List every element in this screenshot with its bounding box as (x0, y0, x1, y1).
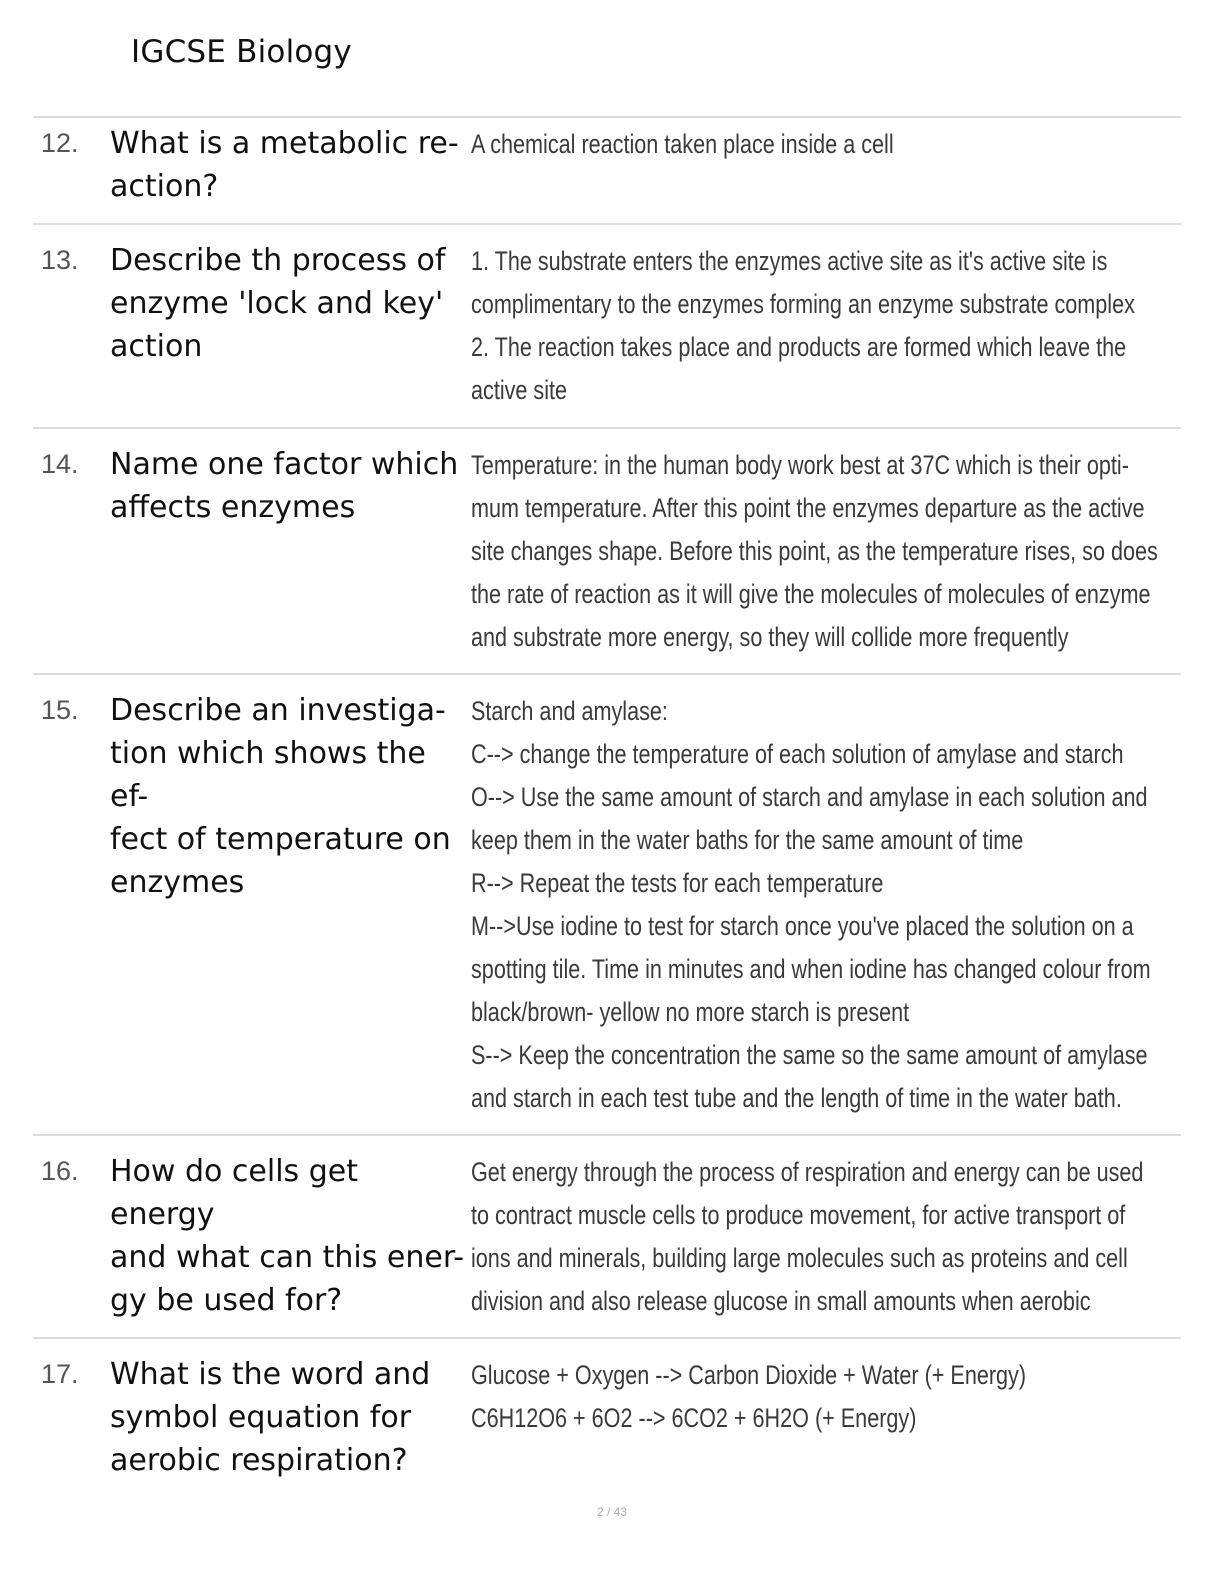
term-line: and what can this ener- (110, 1240, 465, 1275)
flashcard-row (33, 235, 1181, 425)
divider (33, 1134, 1181, 1136)
term-line: action (110, 329, 203, 364)
definition-line: 1. The substrate enters the enzymes active site as it's active site is (471, 246, 1108, 276)
definition-line: R--> Repeat the tests for each temperature (471, 868, 884, 898)
card-number: 12. (41, 128, 79, 158)
definition-line: spotting tile. Time in minutes and when iodine has changed colour from (471, 954, 1151, 984)
definition-line: mum temperature. After this point the enzymes departure as the active (471, 493, 1145, 523)
term-line: symbol equation for (110, 1400, 412, 1435)
definition-line: division and also release glucose in small amounts when aerobic (471, 1286, 1091, 1316)
definition-line: O--> Use the same amount of starch and amylase in each solution and (471, 782, 1148, 812)
term-line: affects enzymes (110, 490, 356, 525)
definition-line: the rate of reaction as it will give the molecules of molecules of enzyme (471, 579, 1151, 609)
term-line: What is a metabolic re- (110, 126, 459, 161)
card-number: 14. (41, 449, 79, 479)
term-line: Name one factor which (110, 447, 459, 482)
term-line: enzyme 'lock and key' (110, 286, 444, 321)
card-term (110, 1353, 470, 1482)
card-term (110, 122, 470, 208)
flashcard-row (33, 1146, 1181, 1336)
card-definition (471, 1354, 1031, 1440)
definition-line: complimentary to the enzymes forming an enzyme substrate complex (471, 289, 1135, 319)
flashcard-row (33, 685, 1181, 1130)
definition-line: site changes shape. Before this point, as the temperature rises, so does (471, 536, 1158, 566)
card-number: 17. (41, 1359, 79, 1389)
divider (33, 1337, 1181, 1339)
definition-line: keep them in the water baths for the same amount of time (471, 825, 1024, 855)
divider (33, 673, 1181, 675)
divider (33, 427, 1181, 429)
definition-line: ions and minerals, building large molecules such as proteins and cell (471, 1243, 1128, 1273)
definition-line: A chemical reaction taken place inside a cell (471, 129, 894, 159)
divider (33, 223, 1181, 225)
page-number: 2 / 43 (596, 1505, 628, 1519)
card-definition (471, 123, 1031, 166)
definition-line: black/brown- yellow no more starch is present (471, 997, 910, 1027)
card-definition (471, 1151, 1144, 1323)
term-line: Describe th process of (110, 243, 446, 278)
term-line: How do cells get energy (110, 1154, 358, 1232)
term-line: aerobic respiration? (110, 1443, 408, 1478)
card-term (110, 443, 470, 529)
card-term (110, 1150, 470, 1322)
definition-line: active site (471, 375, 568, 405)
term-line: Describe an investiga- (110, 693, 446, 728)
definition-line: Glucose + Oxygen --> Carbon Dioxide + Water (+ Energy) (471, 1360, 1027, 1390)
card-definition (471, 690, 1151, 1120)
document-title: IGCSE Biology (131, 34, 352, 70)
definition-line: to contract muscle cells to produce movement, for active transport of (471, 1200, 1126, 1230)
definition-line: Starch and amylase: (471, 696, 668, 726)
flashcard-row (33, 118, 1181, 223)
term-line: action? (110, 169, 219, 204)
term-line: gy be used for? (110, 1283, 343, 1318)
card-term (110, 689, 470, 904)
card-definition (471, 240, 1135, 412)
card-number: 13. (41, 245, 79, 275)
definition-line: C--> change the temperature of each solution of amylase and starch (471, 739, 1124, 769)
card-number: 16. (41, 1156, 79, 1186)
term-line: enzymes (110, 865, 245, 900)
term-line: fect of temperature on (110, 822, 451, 857)
card-number: 15. (41, 695, 79, 725)
flashcard-row (33, 1349, 1181, 1489)
definition-line: and substrate more energy, so they will collide more frequently (471, 622, 1069, 652)
term-line: What is the word and (110, 1357, 431, 1392)
definition-line: Get energy through the process of respiration and energy can be used (471, 1157, 1144, 1187)
card-term (110, 239, 470, 368)
definition-line: M-->Use iodine to test for starch once you've placed the solution on a (471, 911, 1134, 941)
definition-line: and starch in each test tube and the length of time in the water bath. (471, 1083, 1122, 1113)
flashcard-row (33, 439, 1181, 669)
definition-line: 2. The reaction takes place and products are formed which leave the (471, 332, 1127, 362)
definition-line: S--> Keep the concentration the same so the same amount of amylase (471, 1040, 1148, 1070)
definition-line: Temperature: in the human body work best at 37C which is their opti- (471, 450, 1129, 480)
card-definition (471, 444, 1158, 659)
definition-line: C6H12O6 + 6O2 --> 6CO2 + 6H2O (+ Energy) (471, 1403, 917, 1433)
term-line: tion which shows the ef- (110, 736, 426, 814)
